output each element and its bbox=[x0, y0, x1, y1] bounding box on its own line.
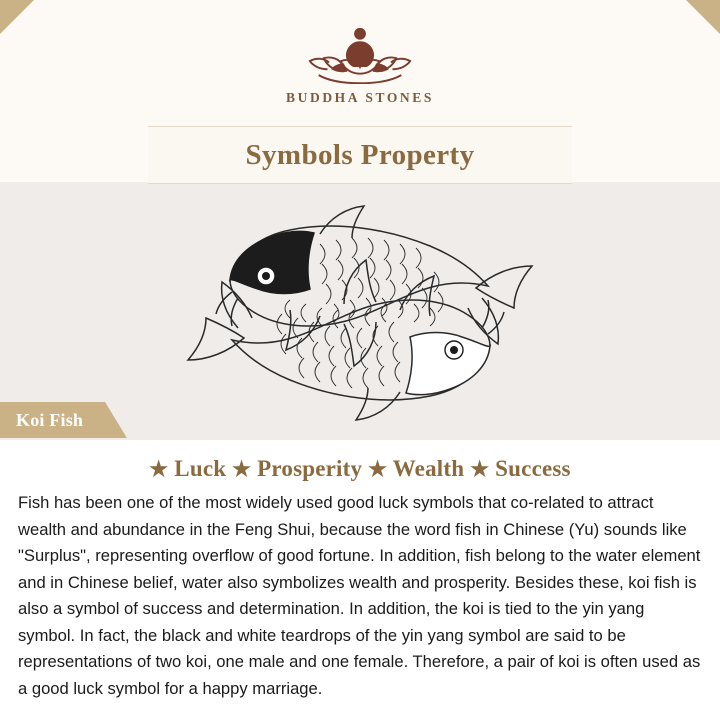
koi-fish-yin-yang-illustration bbox=[170, 182, 550, 440]
page-title: Symbols Property bbox=[245, 138, 475, 171]
description-paragraph: Fish has been one of the most widely used good luck symbols that co-related to attract wealth and abundance in the Feng Shui, because the word fish in Chinese (Yu) sounds like "Surplus", representing overflow of good fortune. In addition, fish belong to the water element and in Chinese belief, water also symbolizes wealth and prosperity. Besides these, koi fish is also a symbol of success and determination. In addition, the koi is tied to the yin yang symbol. In fact, the black and white teardrops of the yin yang symbol are said to be representations of two koi, one male and one female. Therefore, a pair of koi is often used as a good luck symbol for a happy marriage. bbox=[18, 493, 701, 698]
symbol-label-tab bbox=[0, 402, 127, 438]
lotus-meditation-icon bbox=[300, 22, 420, 84]
title-band-wrapper bbox=[0, 126, 720, 182]
keyword-success: Success bbox=[495, 456, 571, 481]
symbol-label-body bbox=[0, 402, 105, 438]
content-section bbox=[0, 440, 720, 720]
corner-decoration-top-left bbox=[0, 0, 34, 34]
star-icon-2: ★ bbox=[368, 457, 388, 481]
keyword-prosperity: Prosperity bbox=[257, 456, 363, 481]
brand-header bbox=[0, 0, 720, 128]
star-icon-3: ★ bbox=[470, 457, 490, 481]
brand-name: BUDDHA STONES bbox=[286, 90, 434, 105]
star-icon-0: ★ bbox=[149, 457, 169, 481]
star-icon-1: ★ bbox=[232, 457, 252, 481]
symbol-label-text: Koi Fish bbox=[16, 409, 84, 430]
corner-decoration-top-right bbox=[686, 0, 720, 34]
symbol-label-slant bbox=[105, 402, 127, 438]
keyword-list bbox=[18, 456, 702, 482]
keyword-wealth: Wealth bbox=[392, 456, 465, 481]
title-band bbox=[148, 126, 572, 184]
keyword-luck: Luck bbox=[174, 456, 227, 481]
